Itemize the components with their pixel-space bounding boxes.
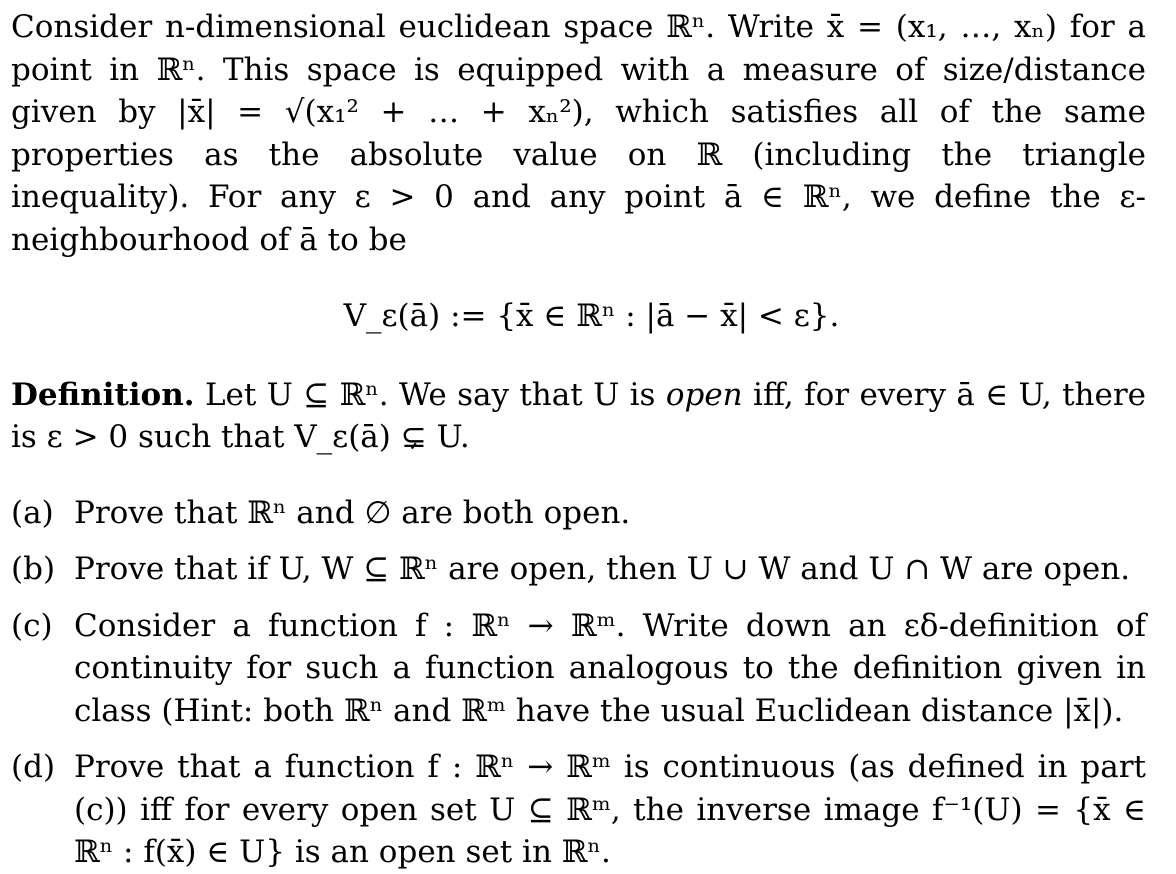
part-text: Consider a function f : ℝⁿ → ℝᵐ. Write down an εδ-definition of continuity for such a function analogous to the definition given in class (Hint: both ℝⁿ and ℝᵐ have the usual Euclidean distance |x̄|).: [74, 607, 1146, 729]
definition-text-after: iff, for every ā ∈ U, there is ε > 0 such that V_ε(ā) ⊊ U.: [11, 376, 1147, 455]
list-item: [11, 492, 1146, 535]
list-item: [11, 605, 1146, 733]
part-text: Prove that a function f : ℝⁿ → ℝᵐ is continuous (as defined in part (c)) iff for every open set U ⊆ ℝᵐ, the inverse image f⁻¹(U) = {x̄ ∈ ℝⁿ : f(x̄) ∈ U} is an open set in ℝⁿ.: [74, 749, 1146, 870]
list-item: [11, 548, 1146, 591]
definition-heading: Definition.: [11, 376, 195, 413]
intro-paragraph: Consider n-dimensional euclidean space ℝⁿ. Write x̄ = (x₁, …, xₙ) for a point in ℝⁿ. This space is equipped with a measure of size/distance given by |x̄| = √(x₁² + … + xₙ²), which satisfies all of the same properties as the absolute value on ℝ (including the triangle inequality). For any ε > 0 and any point ā ∈ ℝⁿ, we define the ε-neighbourhood of ā to be: [11, 9, 1146, 258]
exercise-parts-list: [11, 492, 1146, 874]
part-label: (d): [11, 749, 56, 785]
part-text: Prove that ℝⁿ and ∅ are both open.: [74, 494, 631, 531]
definition-text-before: Let U ⊆ ℝⁿ. We say that U is: [204, 376, 656, 413]
definition-term: open: [665, 376, 743, 413]
definition-paragraph: [11, 374, 1146, 459]
part-text: Prove that if U, W ⊆ ℝⁿ are open, then U ∪ W and U ∩ W are open.: [74, 551, 1131, 587]
part-label: (b): [11, 551, 56, 587]
part-label: (c): [11, 607, 53, 644]
part-label: (a): [11, 494, 54, 531]
document-page: [11, 6, 1146, 874]
neighbourhood-equation: V_ε(ā) := {x̄ ∈ ℝⁿ : |ā − x̄| < ε}.: [343, 298, 840, 334]
list-item: [11, 746, 1146, 874]
